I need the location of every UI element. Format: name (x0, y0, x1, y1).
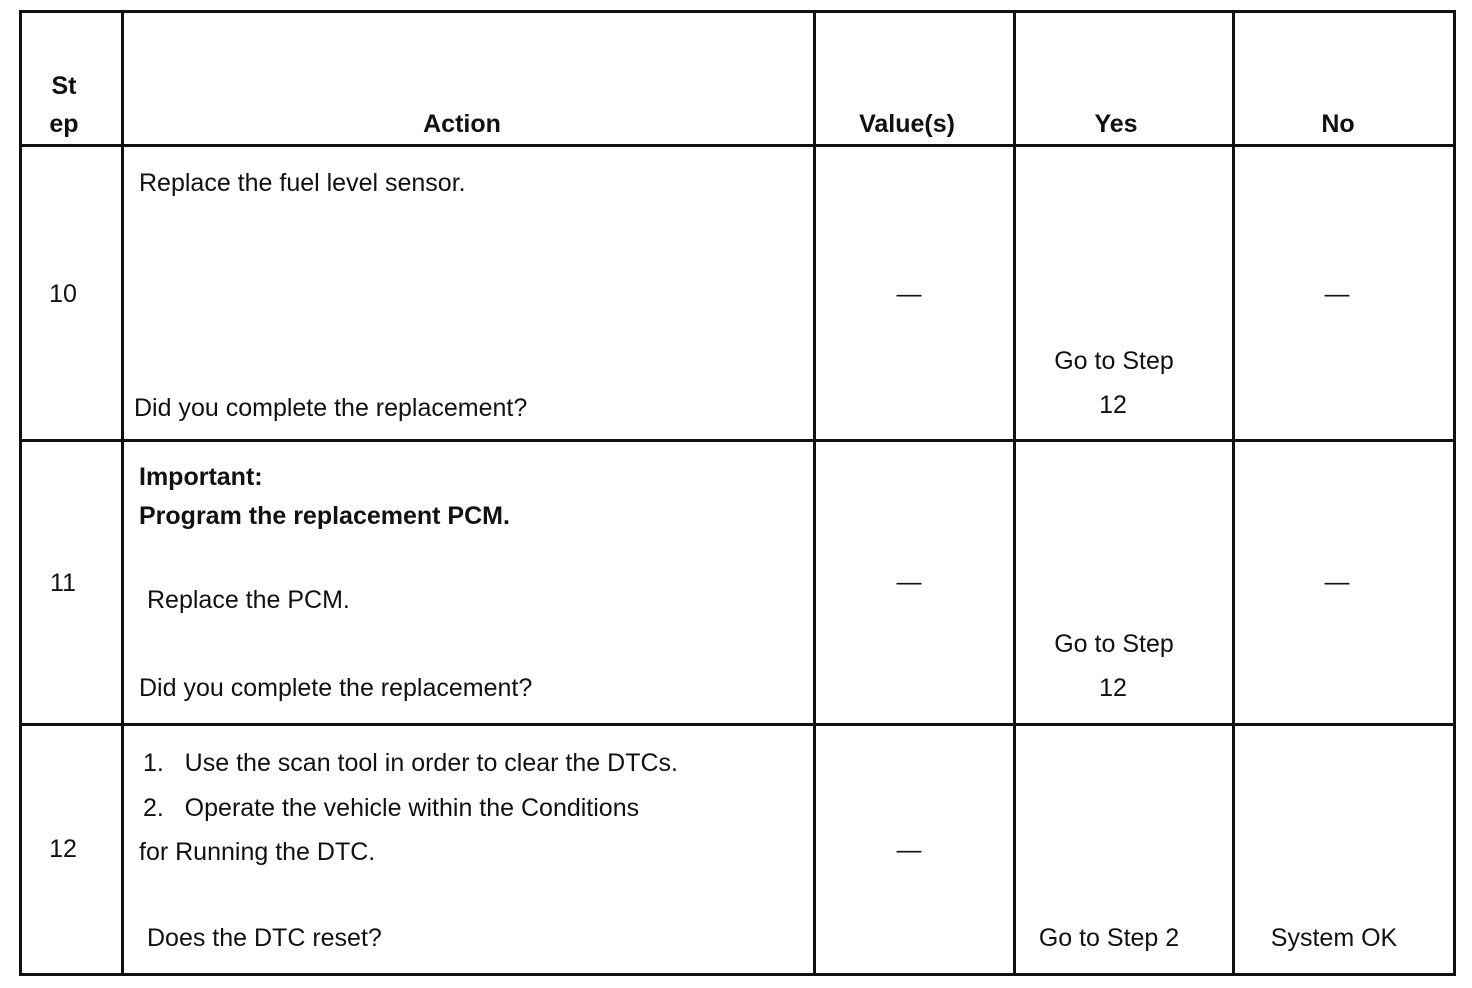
header-values: Value(s) (859, 110, 955, 138)
value-cell: — (896, 836, 922, 864)
step-number: 11 (50, 569, 76, 597)
column-divider (1232, 10, 1235, 976)
yes-action: Go to Step 2 (1038, 924, 1180, 952)
no-cell: System OK (1270, 924, 1398, 952)
table-border-bottom (19, 973, 1456, 976)
column-divider (813, 10, 816, 976)
value-cell: — (896, 280, 922, 308)
yes-action-line2: 12 (1099, 391, 1127, 419)
action-list-item: 2. Operate the vehicle within the Conditions (143, 794, 640, 822)
table-border-right (1453, 10, 1456, 976)
header-step-line2: ep (49, 110, 79, 138)
action-text: Replace the fuel level sensor. (139, 169, 466, 197)
no-cell: — (1324, 280, 1350, 308)
important-label: Important: (139, 463, 263, 491)
yes-action-line1: Go to Step (1054, 347, 1174, 375)
yes-action-line2: 12 (1099, 674, 1127, 702)
yes-action-line1: Go to Step (1054, 630, 1174, 658)
header-yes: Yes (1094, 110, 1138, 138)
row-divider (19, 439, 1456, 442)
row-divider (19, 723, 1456, 726)
important-text: Program the replacement PCM. (139, 502, 510, 530)
value-cell: — (896, 568, 922, 596)
header-divider (19, 144, 1456, 147)
column-divider (121, 10, 124, 976)
no-cell: — (1324, 568, 1350, 596)
table-border-left (19, 10, 22, 976)
action-question: Does the DTC reset? (147, 924, 382, 952)
step-number: 12 (49, 835, 77, 863)
header-step-line1: St (51, 72, 77, 100)
header-no: No (1321, 110, 1355, 138)
action-question: Did you complete the replacement? (139, 674, 533, 702)
action-text: Replace the PCM. (147, 586, 350, 614)
header-action: Action (423, 110, 501, 138)
action-list-item-continued: for Running the DTC. (139, 838, 376, 866)
column-divider (1013, 10, 1016, 976)
action-question: Did you complete the replacement? (134, 394, 528, 422)
table-border-top (19, 10, 1456, 13)
step-number: 10 (49, 280, 77, 308)
action-list-item: 1. Use the scan tool in order to clear the DTCs. (143, 749, 678, 777)
